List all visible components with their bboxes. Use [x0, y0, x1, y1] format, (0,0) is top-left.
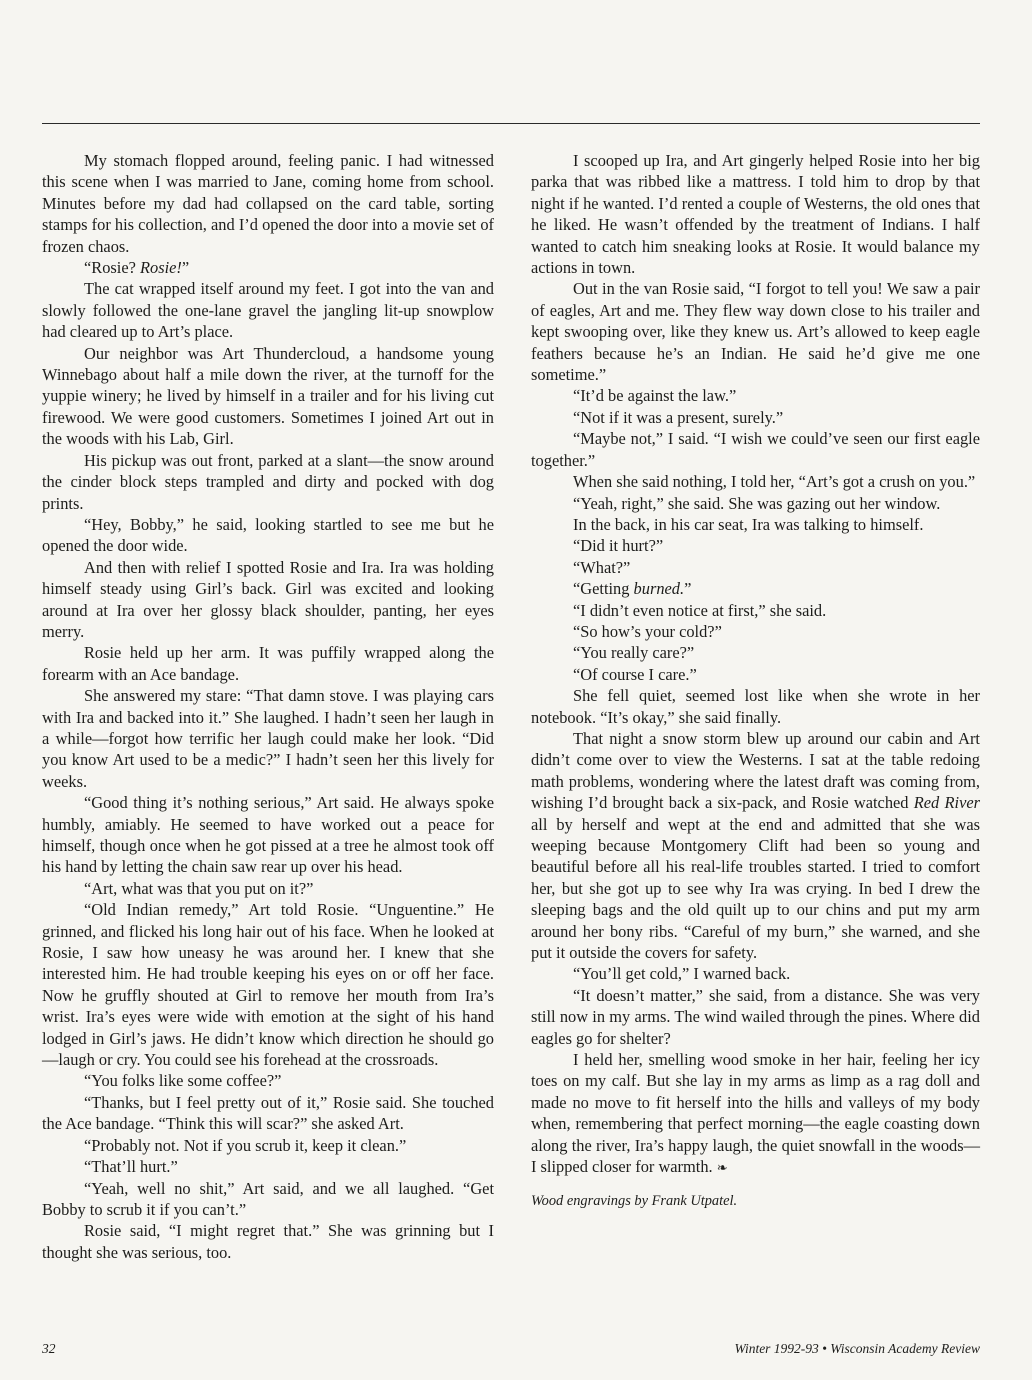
paragraph: “Probably not. Not if you scrub it, keep it clean.” — [84, 1135, 407, 1155]
paragraph: In the back, in his car seat, Ira was talking to himself. — [573, 514, 924, 534]
paragraph: Rosie said, “I might regret that.” She was grinning but I thought she was serious, too. — [42, 1221, 494, 1262]
paragraph: The cat wrapped itself around my feet. I got into the van and slowly followed the one-lane gravel the jangling lit-up snowplow had cleared up to Art’s place. — [42, 279, 494, 342]
paragraph: “Old Indian remedy,” Art told Rosie. “Unguentine.” He grinned, and flicked his long hair out of his face. When he looked at Rosie, I saw how uneasy he was around her. I knew that she interested him. He had trouble keeping his eyes on or off her face. Now he gruffly shouted at Girl to remove her mouth from Ira’s wrist. Ira’s eyes were wide with emotion at the sight of his hand lodged in Girl’s jaws. He didn’t know which direction he should go—laugh or cry. You could see his forehead at the crossroads. — [42, 900, 494, 1070]
paragraph: That night a snow storm blew up around our cabin and Art didn’t come over to view the Westerns. I sat at the table redoing math problems, wondering where the latest draft was coming from, wishing I’d brought back a six-pack, and Rosie watched Red River all by herself and wept at the end and admitted that she was weeping because Montgomery Clift had been so young and beautiful before all his real-life troubles started. I tried to comfort her, but she got up to see why Ira was crying. In bed I drew the sleeping bags and the old quilt up to our chins and put my arm around her bony ribs. “Careful of my burn,” she warned, and she put it outside the covers for safety. — [531, 728, 980, 963]
paragraph: “Rosie? Rosie!” — [84, 258, 190, 278]
end-ornament-icon: ❧ — [716, 1160, 728, 1176]
issue-line: Winter 1992-93 • Wisconsin Academy Review — [734, 1341, 980, 1356]
illustration-credit: Wood engravings by Frank Utpatel. — [531, 1192, 738, 1209]
paragraph: I held her, smelling wood smoke in her hair, feeling her icy toes on my calf. But she lay in my arms as limp as a rag doll and made no move to fit herself into the hills and valleys of my body when, remembering that perfect morning—the eagle coasting down along the river, Ira’s happy laugh, the quiet snowfall in the woods—I slipped closer for warmth. ❧ — [531, 1050, 980, 1177]
paragraph: My stomach flopped around, feeling panic. I had witnessed this scene when I was married to Jane, coming home from school. Minutes before my dad had collapsed on the card table, sorting stamps for his collection, and I’d opened the door into a movie set of frozen chaos. — [42, 151, 494, 256]
paragraph: She answered my stare: “That damn stove. I was playing cars with Ira and backed into it.” She laughed. I hadn’t seen her laugh in a while—forgot how terrific her laugh could make her look. “Did you know Art used to be a medic?” I hadn’t seen her this lively for weeks. — [42, 686, 494, 791]
paragraph: “Of course I care.” — [573, 664, 697, 684]
paragraph: “You folks like some coffee?” — [84, 1071, 282, 1091]
paragraph: “That’ll hurt.” — [84, 1157, 178, 1177]
left-column — [42, 150, 494, 1263]
paragraph: She fell quiet, seemed lost like when she wrote in her notebook. “It’s okay,” she said finally. — [531, 686, 980, 727]
paragraph: “It doesn’t matter,” she said, from a distance. She was very still now in my arms. The wind wailed through the pines. Where did eagles go for shelter? — [531, 985, 980, 1048]
paragraph: “You’ll get cold,” I warned back. — [573, 964, 791, 984]
right-column — [531, 150, 980, 1212]
paragraph: “Yeah, well no shit,” Art said, and we all laughed. “Get Bobby to scrub it if you can’t.” — [42, 1178, 494, 1219]
paragraph: Rosie held up her arm. It was puffily wrapped along the forearm with an Ace bandage. — [42, 643, 494, 684]
paragraph: “Art, what was that you put on it?” — [84, 878, 314, 898]
page-number: 32 — [42, 1341, 56, 1356]
paragraph: “You really care?” — [573, 643, 695, 663]
paragraph: “Getting burned.” — [573, 579, 692, 599]
paragraph: And then with relief I spotted Rosie and Ira. Ira was holding himself steady using Girl’s back. Girl was excited and looking around at Ira over her glossy black shoulder, panting, her eyes merry. — [42, 557, 494, 641]
paragraph: “Good thing it’s nothing serious,” Art said. He always spoke humbly, amiably. He seemed to have worked out a peace for himself, though once when he got pissed at a tree he almost took off his hand by letting the chain saw rear up over his head. — [42, 793, 494, 877]
paragraph: I scooped up Ira, and Art gingerly helped Rosie into her big parka that was ribbed like a mattress. I told him to drop by that night if he wanted. I’d rented a couple of Westerns, the old ones that he liked. He wasn’t offended by the treatment of Indians. I half wanted to catch him sneaking looks at Rosie. It would balance my actions in town. — [531, 151, 980, 278]
paragraph: His pickup was out front, parked at a slant—the snow around the cinder block steps trampled and dirty and pocked with dog prints. — [42, 450, 494, 513]
paragraph: “Yeah, right,” she said. She was gazing out her window. — [573, 493, 941, 513]
paragraph: “What?” — [573, 557, 631, 577]
paragraph: Out in the van Rosie said, “I forgot to tell you! We saw a pair of eagles, Art and me. They flew way down close to his trailer and kept swooping over, like they knew us. Art’s allowed to keep eagle feathers because he’s an Indian. He said he’d give me one sometime.” — [531, 279, 980, 385]
header-rule — [42, 123, 980, 124]
paragraph: “Thanks, but I feel pretty out of it,” Rosie said. She touched the Ace bandage. “Think this will scar?” she asked Art. — [42, 1092, 494, 1134]
paragraph: When she said nothing, I told her, “Art’s got a crush on you.” — [573, 472, 976, 492]
paragraph: “Did it hurt?” — [573, 536, 664, 556]
paragraph: “I didn’t even notice at first,” she said. — [573, 600, 827, 620]
paragraph: “Not if it was a present, surely.” — [573, 407, 784, 427]
paragraph: “So how’s your cold?” — [573, 621, 722, 641]
paragraph: “Maybe not,” I said. “I wish we could’ve seen our first eagle together.” — [531, 429, 980, 470]
paragraph: “It’d be against the law.” — [573, 386, 737, 406]
paragraph: “Hey, Bobby,” he said, looking startled to see me but he opened the door wide. — [42, 514, 494, 556]
paragraph: Our neighbor was Art Thundercloud, a handsome young Winnebago about half a mile down the river, at the turnoff for the yuppie winery; he lived by himself in a trailer and for his living cut firewood. We were good customers. Sometimes I joined Art out in the woods with his Lab, Girl. — [42, 343, 494, 449]
